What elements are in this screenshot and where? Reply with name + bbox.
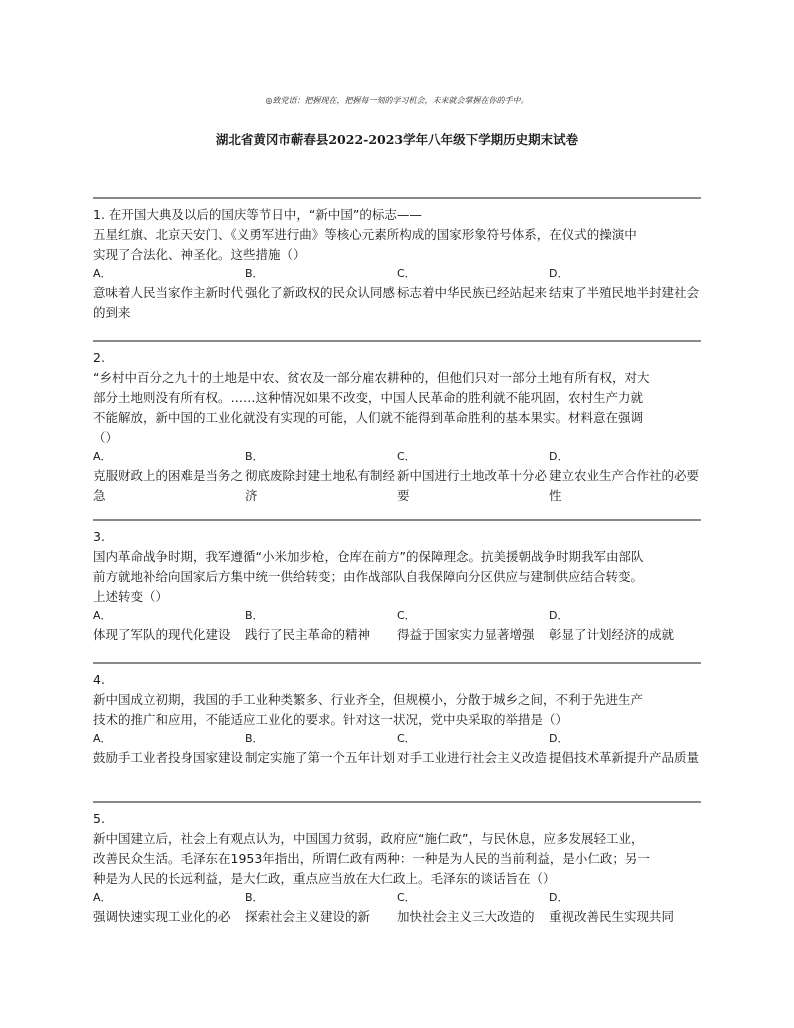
option-row (93, 448, 701, 506)
option-text: 践行了民主革命的精神 (245, 627, 371, 642)
answer-option[interactable] (397, 607, 549, 645)
answer-option[interactable] (93, 889, 245, 927)
question-stem (93, 809, 701, 889)
option-letter: A． (93, 609, 112, 622)
option-text: 对手工业进行社会主义改造 (397, 750, 548, 765)
option-letter: A． (93, 732, 112, 745)
answer-option[interactable] (245, 607, 397, 645)
option-text: 标志着中华民族已经站起来 (397, 285, 548, 300)
answer-option[interactable] (549, 889, 701, 927)
option-text: 强化了新政权的民众认同感 (245, 285, 396, 300)
option-row (93, 607, 701, 645)
answer-option[interactable] (93, 265, 245, 323)
answer-option[interactable] (93, 607, 245, 645)
question-block (93, 197, 701, 323)
stem-line: 不能解放，新中国的工业化就没有实现的可能，人们就不能得到革命胜利的基本果实。材料意在强调 (93, 410, 644, 425)
answer-option[interactable] (245, 730, 397, 768)
question-block (93, 801, 701, 927)
option-letter: C． (397, 732, 416, 745)
option-text: 制定实施了第一个五年计划 (245, 750, 396, 765)
stem-line: 实现了合法化、神圣化。这些措施（） (93, 247, 306, 262)
option-text: 重视改善民生实现共同 (549, 909, 675, 924)
motto-line: ◎致党语：把握现在，把握每一刻的学习机会，未来就会掌握在你的手中。 (265, 96, 529, 105)
option-letter: C． (397, 609, 416, 622)
option-text: 意味着人民当家作主新时代的到来 (93, 285, 244, 320)
question-divider (93, 340, 701, 342)
option-letter: D． (549, 267, 569, 280)
option-text: 探索社会主义建设的新 (245, 909, 371, 924)
option-text: 彻底废除封建土地私有制经济 (245, 468, 396, 503)
option-letter: B． (245, 891, 264, 904)
question-stem (93, 527, 701, 607)
stem-line: 5. (93, 811, 105, 826)
stem-line: “乡村中百分之九十的土地是中农、贫农及一部分雇农耕种的，但他们只对一部分土地有所有权，对大 (93, 370, 650, 385)
question-stem (93, 670, 701, 730)
option-letter: B． (245, 732, 264, 745)
question-divider (93, 519, 701, 521)
option-text: 加快社会主义三大改造的 (397, 909, 535, 924)
option-letter: A． (93, 267, 112, 280)
answer-option[interactable] (549, 265, 701, 323)
option-letter: B． (245, 450, 264, 463)
answer-option[interactable] (93, 448, 245, 506)
option-letter: A． (93, 891, 112, 904)
stem-line: 种是为人民的长远利益，是大仁政，重点应当放在大仁政上。毛泽东的谈话旨在（） (93, 871, 556, 886)
question-stem (93, 348, 701, 448)
answer-option[interactable] (93, 730, 245, 768)
answer-option[interactable] (549, 448, 701, 506)
question-divider (93, 662, 701, 664)
answer-option[interactable] (549, 607, 701, 645)
question-stem (93, 205, 701, 265)
option-text: 结束了半殖民地半封建社会 (549, 285, 700, 300)
answer-option[interactable] (397, 889, 549, 927)
option-letter: D． (549, 609, 569, 622)
stem-line: 新中国建立后，社会上有观点认为，中国国力贫弱，政府应“施仁政”，与民休息，应多发展轻工业， (93, 831, 644, 846)
option-letter: A． (93, 450, 112, 463)
stem-line: 1. 在开国大典及以后的国庆等节日中，“新中国”的标志—— (93, 207, 422, 222)
option-letter: D． (549, 732, 569, 745)
question-divider (93, 801, 701, 803)
option-letter: D． (549, 450, 569, 463)
option-text: 强调快速实现工业化的必 (93, 909, 231, 924)
option-row (93, 265, 701, 323)
stem-line: 上述转变（） (93, 589, 169, 604)
option-letter: C． (397, 267, 416, 280)
option-letter: C． (397, 450, 416, 463)
option-text: 克服财政上的困难是当务之急 (93, 468, 244, 503)
option-text: 得益于国家实力显著增强 (397, 627, 535, 642)
stem-line: 改善民众生活。毛泽东在1953年指出，所谓仁政有两种：一种是为人民的当前利益，是小仁政；另一 (93, 851, 650, 866)
answer-option[interactable] (245, 448, 397, 506)
stem-line: 4. (93, 672, 105, 687)
option-text: 彰显了计划经济的成就 (549, 627, 675, 642)
answer-option[interactable] (245, 265, 397, 323)
option-text: 鼓励手工业者投身国家建设 (93, 750, 244, 765)
option-text: 提倡技术革新提升产品质量 (549, 750, 700, 765)
stem-line: 五星红旗、北京天安门、《义勇军进行曲》等核心元素所构成的国家形象符号体系，在仪式的操演中 (93, 227, 637, 242)
stem-line: 3. (93, 529, 105, 544)
question-divider (93, 197, 701, 199)
question-block (93, 519, 701, 645)
stem-line: 新中国成立初期，我国的手工业种类繁多、行业齐全，但规模小，分散于城乡之间，不利于先进生产 (93, 692, 644, 707)
option-text: 体现了军队的现代化建设 (93, 627, 231, 642)
stem-line: 部分土地则没有所有权。……这种情况如果不改变，中国人民革命的胜利就不能巩固，农村生产力就 (93, 390, 644, 405)
option-text: 新中国进行土地改革十分必要 (397, 468, 548, 503)
option-letter: B． (245, 267, 264, 280)
stem-line: 技术的推广和应用，不能适应工业化的要求。针对这一状况，党中央采取的举措是（） (93, 712, 569, 727)
option-letter: D． (549, 891, 569, 904)
option-row (93, 889, 701, 927)
option-row (93, 730, 701, 768)
answer-option[interactable] (397, 730, 549, 768)
stem-line: 2. (93, 350, 105, 365)
answer-option[interactable] (245, 889, 397, 927)
stem-line: 国内革命战争时期，我军遵循“小米加步枪，仓库在前方”的保障理念。抗美援朝战争时期我军由部队 (93, 549, 644, 564)
question-block (93, 662, 701, 768)
answer-option[interactable] (397, 448, 549, 506)
question-block (93, 340, 701, 506)
stem-line: 前方就地补给向国家后方集中统一供给转变；由作战部队自我保障向分区供应与建制供应结合转变。 (93, 569, 644, 584)
option-letter: B． (245, 609, 264, 622)
answer-option[interactable] (549, 730, 701, 768)
option-text: 建立农业生产合作社的必要性 (549, 468, 700, 503)
exam-title: 湖北省黄冈市蕲春县2022-2023学年八年级下学期历史期末试卷 (215, 132, 579, 147)
answer-option[interactable] (397, 265, 549, 323)
option-letter: C． (397, 891, 416, 904)
stem-line: （） (93, 430, 119, 445)
